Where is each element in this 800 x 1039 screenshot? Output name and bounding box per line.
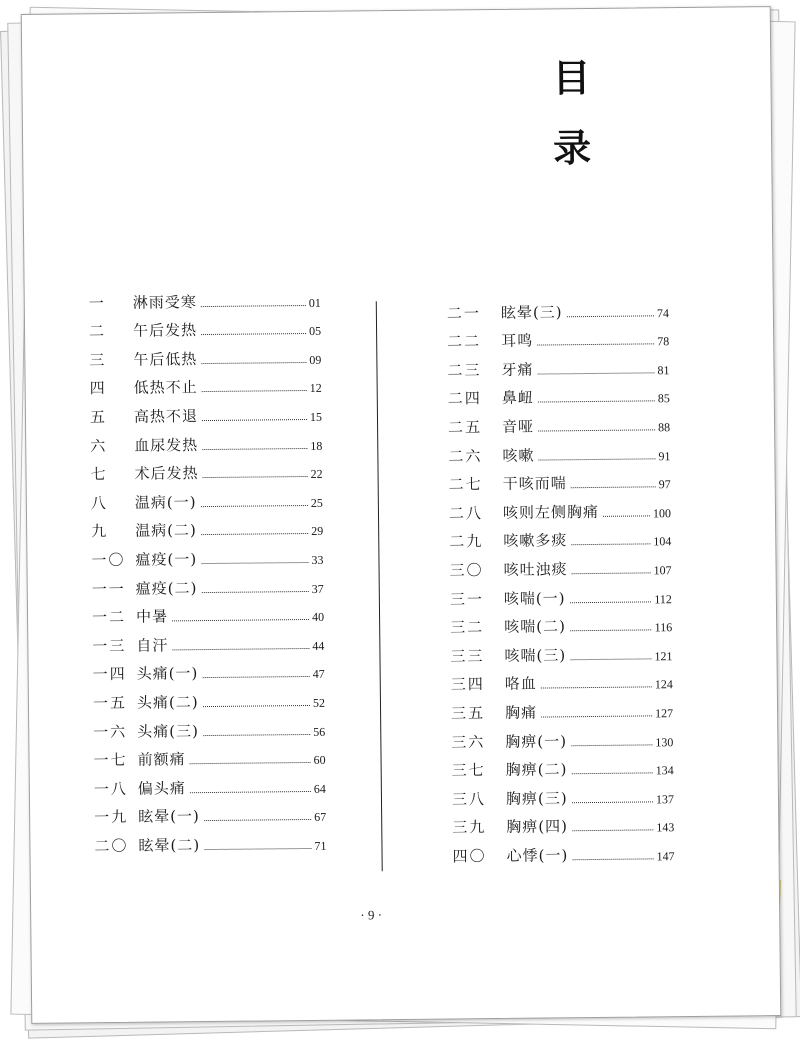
toc-entry-number: 一七 (93, 750, 128, 770)
toc-entry-number: 一九 (94, 808, 129, 827)
toc-entry-page: 25 (310, 495, 323, 510)
toc-entry-title: 胸痹(一) (505, 731, 568, 751)
toc-entry (448, 407, 670, 438)
toc-leader-dots (541, 686, 652, 689)
toc-entry-page: 64 (313, 781, 326, 796)
toc-column-right (447, 292, 675, 866)
toc-leader-dots (204, 847, 311, 850)
toc-leader-dots (570, 600, 652, 603)
toc-leader-dots (572, 857, 653, 860)
toc-leader-dots (202, 389, 307, 392)
toc-entry (93, 739, 325, 770)
toc-leader-dots (567, 314, 654, 317)
toc-entry-page: 52 (312, 695, 326, 710)
toc-entry-title: 眩晕(三) (500, 302, 563, 322)
page-number: · 9 · (360, 907, 383, 923)
toc-entry-title: 咳喘(三) (504, 645, 567, 665)
toc-entry-title: 胸痹(二) (505, 760, 568, 780)
toc-entry-title: 咳喘(一) (503, 588, 566, 608)
toc-entry (449, 550, 671, 581)
toc-entry-number: 一二 (91, 608, 127, 627)
toc-entry-title: 眩晕(二) (138, 835, 201, 855)
toc-leader-dots (203, 732, 310, 735)
toc-entry-title: 头痛(二) (136, 693, 199, 712)
toc-entry-page: 12 (309, 381, 322, 396)
toc-leader-dots (538, 428, 655, 431)
column-divider (376, 301, 383, 871)
toc-entry-title: 胸痹(三) (505, 788, 568, 808)
toc-entry-number: 八 (90, 493, 108, 512)
toc-entry-number: 二六 (448, 446, 483, 466)
toc-leader-dots (537, 343, 654, 346)
toc-entry-title: 牙痛 (501, 360, 534, 379)
toc-entry-number: 三三 (450, 646, 485, 666)
toc-entry-title: 高热不退 (133, 407, 199, 426)
toc-entry (92, 568, 324, 599)
toc-entry (449, 492, 671, 523)
toc-entry-number: 三四 (450, 675, 485, 694)
toc-entry-number: 二〇 (94, 836, 129, 856)
toc-leader-dots (570, 657, 651, 660)
toc-entry-page: 37 (311, 581, 324, 596)
toc-entry (90, 425, 322, 456)
toc-entry-title: 中暑 (135, 607, 169, 626)
toc-entry (90, 396, 322, 427)
toc-entry-title: 头痛(一) (136, 664, 199, 684)
toc-entry-page: 67 (314, 810, 327, 825)
toc-entry-page: 29 (311, 524, 324, 539)
toc-entry-title: 瘟疫(二) (135, 578, 198, 598)
toc-entry-number: 五 (89, 408, 108, 427)
toc-entry-title: 瘟疫(一) (135, 550, 198, 569)
toc-entry (450, 578, 672, 609)
toc-entry-page: 09 (309, 352, 322, 367)
toc-entry-page: 78 (657, 334, 670, 349)
toc-entry-page: 22 (310, 466, 323, 482)
toc-leader-dots (172, 647, 309, 650)
toc-entry-number: 三九 (452, 818, 487, 837)
toc-entry-number: 一三 (92, 636, 127, 655)
toc-leader-dots (571, 743, 652, 746)
toc-leader-dots (538, 400, 655, 403)
toc-leader-dots (201, 361, 306, 364)
toc-entry-number: 四 (89, 379, 107, 398)
toc-entry-page: 116 (654, 620, 673, 635)
toc-entry-title: 干咳而喘 (502, 474, 567, 494)
toc-entry (94, 796, 326, 827)
toc-entry-number: 二八 (448, 503, 484, 523)
toc-entry-number: 三二 (450, 618, 485, 637)
toc-leader-dots (202, 447, 307, 450)
toc-entry-number: 七 (90, 465, 108, 484)
toc-entry-page: 107 (653, 563, 672, 578)
toc-leader-dots (538, 457, 655, 460)
toc-entry-page: 71 (314, 838, 327, 853)
toc-leader-dots (201, 304, 306, 307)
toc-entry-page: 47 (312, 667, 325, 682)
toc-entry-page: 56 (313, 724, 326, 739)
toc-entry-title: 咯血 (504, 674, 537, 694)
toc-entry (447, 292, 669, 323)
toc-entry-title: 眩晕(一) (138, 807, 200, 827)
toc-entry-page: 18 (310, 438, 323, 453)
toc-entry (90, 453, 322, 484)
toc-entry-title: 心悸(一) (506, 846, 569, 865)
toc-entry (89, 368, 321, 399)
toc-entry (92, 596, 324, 627)
toc-entry-number: 二四 (447, 389, 482, 408)
toc-entry-number: 九 (91, 522, 109, 541)
toc-entry (448, 378, 670, 409)
toc-entry-number: 三〇 (449, 561, 484, 580)
toc-leader-dots (571, 771, 652, 774)
page-title: 目 录 (552, 55, 622, 171)
toc-entry-page: 91 (658, 448, 671, 463)
toc-entry-page: 130 (655, 734, 674, 749)
toc-entry-number: 二三 (447, 360, 482, 380)
toc-entry-number: 三一 (449, 589, 484, 609)
toc-entry-number: 一五 (92, 693, 128, 713)
toc-leader-dots (190, 790, 311, 793)
toc-entry-title: 淋雨受寒 (132, 292, 197, 312)
toc-entry (91, 539, 323, 570)
toc-entry-number: 一〇 (91, 550, 126, 570)
toc-entry (94, 825, 326, 856)
toc-leader-dots (202, 675, 309, 678)
toc-entry-page: 100 (652, 505, 672, 521)
toc-entry-page: 127 (655, 706, 674, 721)
toc-entry-page: 97 (658, 477, 671, 492)
toc-leader-dots (572, 800, 653, 803)
toc-entry-title: 咳嗽 (502, 446, 535, 465)
toc-entry-number: 三八 (451, 789, 487, 809)
toc-entry-number: 一一 (91, 579, 126, 598)
toc-entry (447, 321, 669, 352)
toc-entry (447, 349, 669, 380)
toc-entry-page: 05 (308, 324, 322, 339)
toc-entry-title: 音哑 (501, 417, 535, 436)
toc-entry (94, 768, 326, 799)
toc-leader-dots (202, 418, 307, 421)
toc-entry-page: 88 (658, 420, 671, 435)
toc-entry-number: 二 (88, 322, 107, 341)
toc-entry (450, 607, 672, 638)
toc-entry-number: 二九 (449, 532, 484, 551)
toc-entry-title: 头痛(三) (137, 721, 200, 741)
toc-entry-page: 74 (656, 305, 669, 320)
toc-entry (451, 664, 673, 695)
toc-entry-number: 一四 (92, 665, 127, 684)
toc-entry-title: 血尿发热 (134, 435, 199, 455)
toc-entry-title: 温病(一) (134, 492, 197, 512)
toc-entry-number: 二五 (447, 418, 483, 437)
toc-entry-page: 33 (311, 552, 324, 567)
toc-entry-page: 01 (308, 295, 321, 310)
toc-entry-title: 咳嗽多痰 (503, 531, 568, 551)
toc-entry (89, 282, 321, 313)
toc-entry-page: 124 (654, 677, 673, 692)
toc-entry (452, 778, 674, 809)
toc-entry-number: 三六 (451, 732, 486, 751)
toc-entry-page: 44 (312, 638, 325, 653)
toc-entry-page: 60 (313, 752, 326, 768)
toc-leader-dots (201, 590, 308, 593)
toc-leader-dots (572, 829, 653, 832)
toc-entry-page: 134 (655, 763, 674, 778)
toc-entry (91, 511, 323, 542)
toc-entry-number: 三 (89, 350, 107, 370)
toc-entry-title: 温病(二) (135, 521, 197, 541)
toc-leader-dots (201, 504, 308, 507)
toc-entry-title: 偏头痛 (137, 778, 186, 798)
toc-entry (451, 750, 673, 781)
toc-entry-number: 二二 (447, 332, 482, 351)
toc-entry (91, 482, 323, 513)
toc-leader-dots (190, 761, 311, 764)
toc-entry (451, 721, 673, 752)
toc-column-left (89, 282, 327, 856)
toc-entry-number: 一 (88, 293, 106, 312)
toc-entry-title: 耳鸣 (501, 331, 534, 351)
toc-entry-page: 85 (657, 391, 670, 406)
toc-entry (93, 682, 325, 713)
toc-leader-dots (571, 485, 656, 488)
toc-entry (89, 339, 321, 370)
toc-leader-dots (203, 475, 308, 478)
toc-leader-dots (201, 561, 308, 564)
toc-leader-dots (541, 714, 652, 717)
toc-entry-number: 三五 (450, 704, 486, 723)
toc-entry-title: 自汗 (136, 636, 169, 655)
toc-entry-title: 鼻衄 (501, 388, 534, 408)
toc-entry-number: 二一 (446, 303, 481, 323)
toc-entry (449, 521, 671, 552)
toc-entry (450, 635, 672, 666)
toc-entry-page: 137 (655, 791, 675, 807)
toc-leader-dots (201, 532, 308, 535)
toc-leader-dots (172, 618, 309, 621)
toc-entry-title: 咳则左侧胸痛 (502, 502, 600, 522)
toc-entry (448, 464, 670, 495)
toc-leader-dots (572, 571, 651, 574)
toc-entry-title: 咳喘(二) (504, 617, 566, 637)
toc-entry-title: 胸痛 (504, 703, 538, 722)
toc-leader-dots (571, 543, 650, 546)
toc-entry-page: 81 (657, 362, 670, 378)
toc-leader-dots (603, 514, 650, 516)
toc-leader-dots (204, 818, 311, 821)
toc-entry-number: 一六 (93, 722, 128, 741)
toc-leader-dots (570, 629, 652, 632)
toc-entry-title: 术后发热 (134, 464, 199, 483)
toc-entry-number: 六 (90, 436, 108, 455)
toc-entry-page: 121 (654, 648, 673, 664)
toc-entry-number: 四〇 (452, 846, 487, 866)
toc-leader-dots (201, 332, 306, 335)
toc-entry-title: 前额痛 (137, 750, 186, 769)
toc-entry-number: 三七 (451, 761, 486, 780)
toc-leader-dots (538, 371, 655, 374)
toc-leader-dots (203, 704, 310, 707)
toc-entry (89, 310, 321, 341)
toc-entry-page: 143 (656, 820, 675, 835)
toc-entry-page: 40 (311, 609, 325, 625)
toc-entry-page: 112 (654, 591, 672, 606)
toc-entry-page: 104 (653, 534, 672, 549)
toc-entry (92, 654, 324, 685)
toc-entry (452, 807, 674, 838)
toc-entry-title: 低热不止 (133, 378, 198, 398)
toc-entry-number: 二七 (448, 475, 483, 494)
toc-entry-title: 午后发热 (132, 321, 198, 340)
toc-entry-number: 一八 (93, 779, 128, 798)
toc-entry-page: 15 (309, 409, 323, 424)
toc-entry-title: 咳吐浊痰 (503, 560, 568, 579)
toc-entry (452, 835, 674, 866)
toc-entry-page: 147 (656, 849, 675, 864)
toc-entry (92, 625, 324, 656)
toc-entry-title: 午后低热 (133, 349, 198, 369)
toc-entry (448, 435, 670, 466)
toc-entry-title: 胸痹(四) (506, 817, 569, 837)
document-page (21, 6, 782, 1024)
toc-entry (93, 711, 325, 742)
toc-entry (451, 692, 673, 723)
